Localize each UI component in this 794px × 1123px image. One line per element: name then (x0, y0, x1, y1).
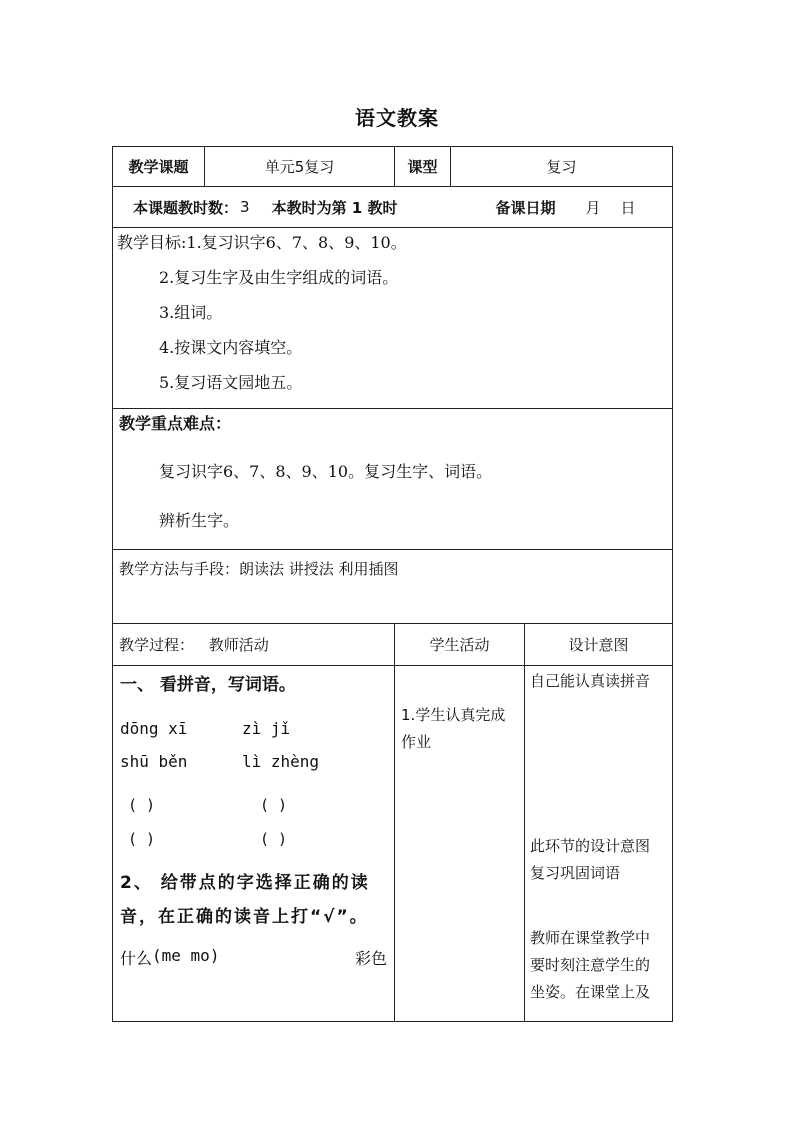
date-day: 日 (620, 198, 636, 217)
teacher-activity-cell (113, 666, 395, 1022)
question-word: 彩色 (355, 949, 388, 968)
focus-label: 教学重点难点： (119, 414, 232, 433)
objective-line: 4.按课文内容填空。 (159, 338, 303, 357)
objective-line: 教学目标:1.复习识字6、7、8、9、10。 (117, 233, 407, 252)
answer-blank: ( ) (260, 830, 288, 848)
intent-note: 教师在课堂教学中 要时刻注意学生的 坐姿。在课堂上及 (530, 929, 651, 1001)
methods-row (113, 550, 673, 624)
focus-line: 辨析生字。 (159, 511, 240, 530)
total-hours-value: 3 (240, 198, 250, 216)
student-activity-header: 学生活动 (395, 624, 525, 666)
section-1-title: 一、 看拼音，写词语。 (120, 675, 296, 695)
intent-note: 此环节的设计意图 复习巩固词语 (530, 837, 651, 882)
date-month: 月 (585, 198, 601, 217)
process-body-row (113, 666, 673, 1022)
question-word: 什么 (120, 949, 153, 968)
current-hour-text: 本教时为第 1 教时 (271, 198, 398, 217)
process-header-row (113, 624, 673, 666)
section-2-title: 2、 给带点的字选择正确的读音，在正确的读音上打“√”。 (120, 873, 370, 927)
teacher-activity-header: 教师活动 (208, 636, 269, 654)
type-value: 复习 (451, 147, 673, 187)
objective-line: 3.组词。 (159, 303, 223, 322)
page-title: 语文教案 (355, 106, 439, 130)
pinyin-row (120, 719, 387, 738)
pinyin-item: dōng xī (120, 719, 188, 738)
answer-blank-row (120, 796, 387, 814)
focus-row (113, 409, 673, 550)
methods-text: 教学方法与手段：朗读法 讲授法 利用插图 (113, 550, 673, 624)
answer-blank-row (120, 830, 387, 848)
type-label: 课型 (395, 147, 451, 187)
focus-line: 复习识字6、7、8、9、10。复习生字、词语。 (159, 462, 493, 481)
question-row (120, 946, 387, 969)
topic-label: 教学课题 (113, 147, 205, 187)
topic-value: 单元5复习 (205, 147, 395, 187)
objectives-row (113, 228, 673, 409)
student-activity-text: 1.学生认真完成 作业 (401, 706, 506, 751)
objective-line: 5.复习语文园地五。 (159, 373, 303, 392)
design-intent-header: 设计意图 (525, 624, 673, 666)
answer-blank: ( ) (128, 796, 156, 814)
pinyin-row (120, 752, 387, 771)
objective-line: 2.复习生字及由生字组成的词语。 (159, 268, 399, 287)
design-intent-cell (525, 666, 673, 1022)
answer-blank: ( ) (128, 830, 156, 848)
question-options: (me mo) (152, 946, 220, 965)
intent-note: 自己能认真读拼音 (530, 672, 651, 690)
pinyin-item: shū běn (120, 752, 188, 771)
hours-row (113, 187, 673, 228)
total-hours-label: 本课题教时数： (133, 198, 239, 217)
pinyin-item: lì zhèng (242, 752, 320, 771)
student-activity-cell (395, 666, 525, 1022)
prep-date-label: 备课日期 (495, 198, 556, 217)
pinyin-item: zì jǐ (242, 719, 291, 738)
answer-blank: ( ) (260, 796, 288, 814)
process-label: 教学过程： (119, 636, 195, 654)
lesson-plan-table (112, 146, 673, 1022)
topic-row (113, 147, 673, 187)
